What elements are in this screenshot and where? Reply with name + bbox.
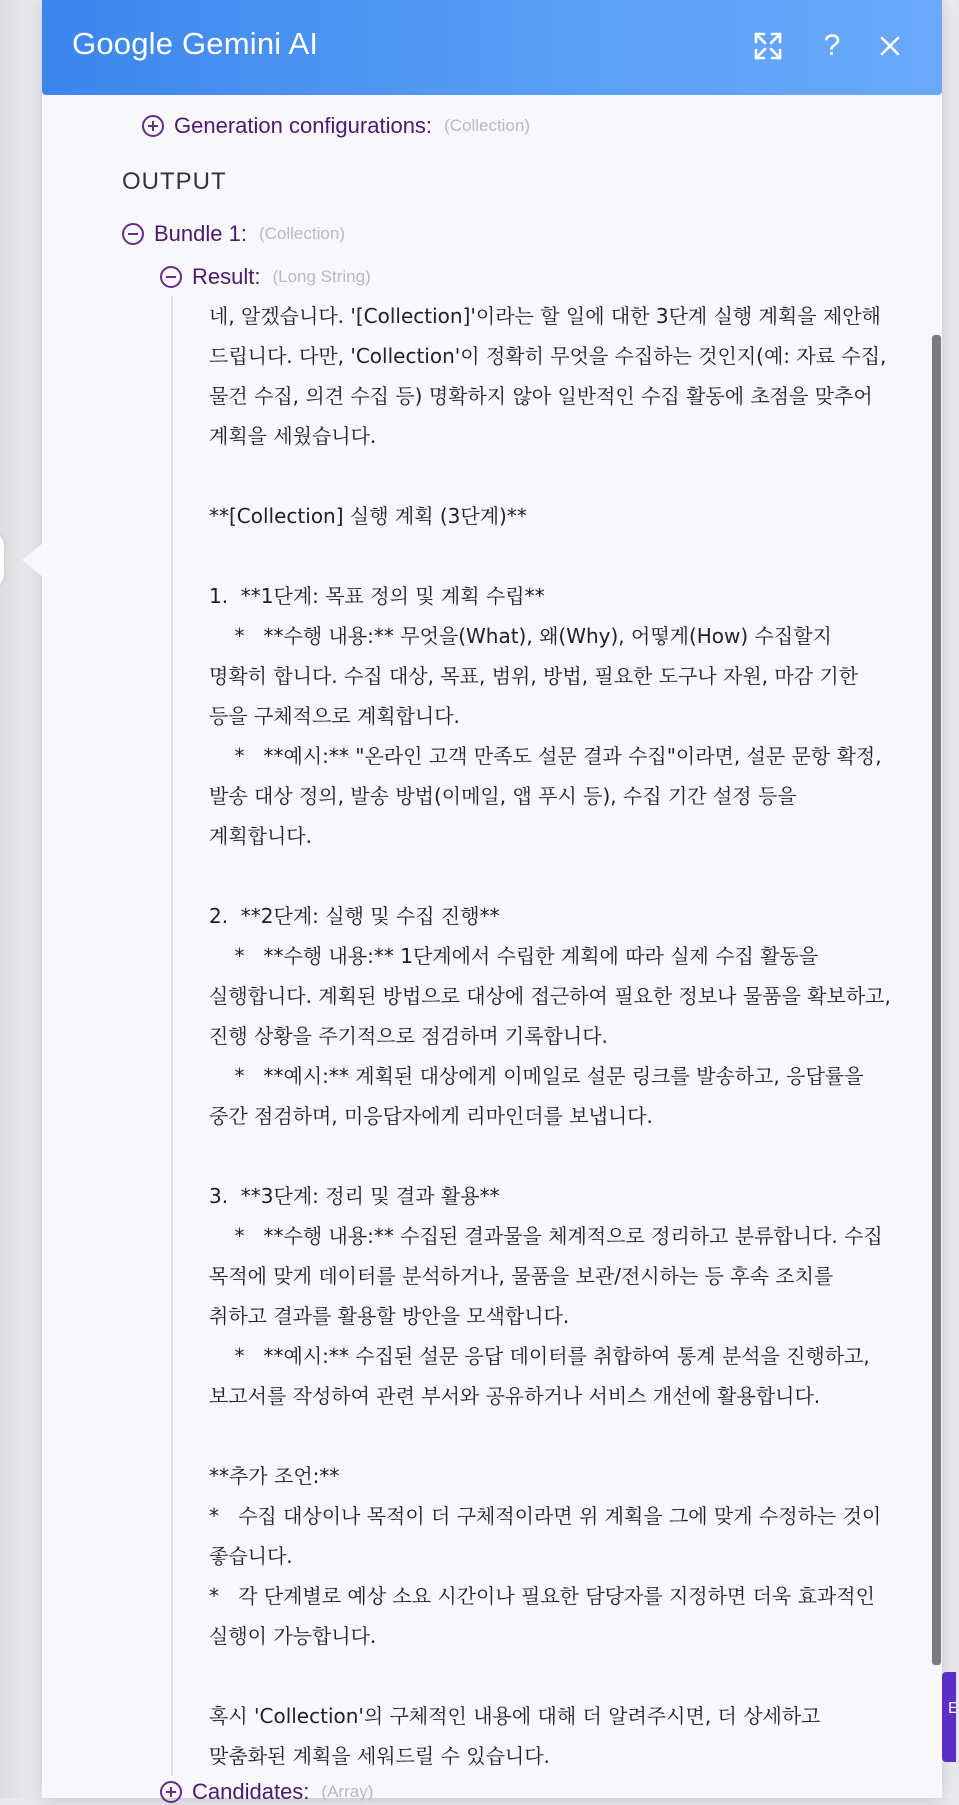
tree-row-candidates[interactable] (160, 1779, 373, 1805)
generation-configurations-label: Generation configurations: (174, 113, 433, 138)
vertical-scrollbar[interactable] (932, 335, 941, 1665)
panel-title: Google Gemini AI (72, 26, 319, 61)
result-label: Result: (192, 264, 261, 289)
result-value-box (171, 296, 891, 1776)
module-settings-panel (42, 0, 942, 1804)
generation-configurations-type: (Collection) (444, 116, 531, 135)
left-module-bubble (0, 530, 4, 590)
candidates-type: (Array) (321, 1782, 374, 1801)
output-section-title: OUTPUT (122, 168, 227, 195)
plus-circle-icon[interactable] (160, 1781, 182, 1803)
tree-row-result[interactable] (160, 264, 371, 290)
expand-button[interactable] (748, 26, 788, 66)
bundle-1-label: Bundle 1: (154, 221, 247, 246)
close-x-icon (879, 35, 901, 57)
panel-pointer (22, 542, 44, 578)
minus-circle-icon[interactable] (122, 223, 144, 245)
help-button[interactable] (812, 26, 852, 66)
panel-content (42, 0, 942, 1804)
result-long-string: 네, 알겠습니다. '[Collection]'이라는 할 일에 대한 3단계 실행 계획을 제안해 드립니다. 다만, 'Collection'이 정확히 무엇을 수집하는 것인지(예: 자료 수집, 물건 수집, 의견 수집 등) 명확하지 않아 일반적인 수집 활동에 초점을 맞추어 계획을 세웠습니다. **[Collection] 실행 계획 (3단계)** 1. **1단계: 목표 정의 및 계획 수립** * **수행 내용:** 무엇을(What), 왜(Why), 어떻게(How) 수집할지 명확히 합니다. 수집 대상, 목표, 범위, 방법, 필요한 도구나 자원, 마감 기한 등을 구체적으로 계획합니다. * **예시:** "온라인 고객 만족도 설문 결과 수집"이라면, 설문 문항 확정, 발송 대상 정의, 발송 방법(이메일, 앱 푸시 등), 수집 기간 설정 등을 계획합니다. 2. **2단계: 실행 및 수집 진행** * **수행 내용:** 1단계에서 수립한 계획에 따라 실제 수집 활동을 실행합니다. 계획된 방법으로 대상에 접근하여 필요한 정보나 물품을 확보하고, 진행 상황을 주기적으로 점검하며 기록합니다. * **예시:** 계획된 대상에게 이메일로 설문 링크를 발송하고, 응답률을 중간 점검하며, 미응답자에게 리마인더를 보냅니다. 3. **3단계: 정리 및 결과 활용** * **수행 내용:** 수집된 결과물을 체계적으로 정리하고 분류합니다. 수집 목적에 맞게 데이터를 분석하거나, 물품을 보관/전시하는 등 후속 조치를 취하고 결과를 활용할 방안을 모색합니다. * **예시:** 수집된 설문 응답 데이터를 취합하여 통계 분석을 진행하고, 보고서를 작성하여 관련 부서와 공유하거나 서비스 개선에 활용합니다. **추가 조언:** * 수집 대상이나 목적이 더 구체적이라면 위 계획을 그에 맞게 수정하는 것이 좋습니다. * 각 단계별로 예상 소요 시간이나 필요한 담당자를 지정하면 더욱 효과적인 실행이 가능합니다. 혹시 'Collection'의 구체적인 내용에 대해 더 알려주시면, 더 상세하고 맞춤화된 계획을 세워드릴 수 있습니다. (209, 304, 891, 1768)
minus-circle-icon[interactable] (160, 266, 182, 288)
edge-tab-letter: E (948, 1700, 959, 1717)
tree-row-bundle-1[interactable] (122, 221, 345, 247)
close-button[interactable] (870, 26, 910, 66)
plus-circle-icon[interactable] (142, 115, 164, 137)
bundle-1-type: (Collection) (258, 224, 345, 243)
tree-row-generation-configurations[interactable] (142, 113, 530, 139)
panel-header (42, 0, 942, 95)
candidates-label: Candidates: (192, 1779, 310, 1804)
question-mark-icon: ? (823, 29, 841, 62)
expand-arrows-icon (753, 31, 783, 61)
result-type: (Long String) (272, 267, 371, 286)
